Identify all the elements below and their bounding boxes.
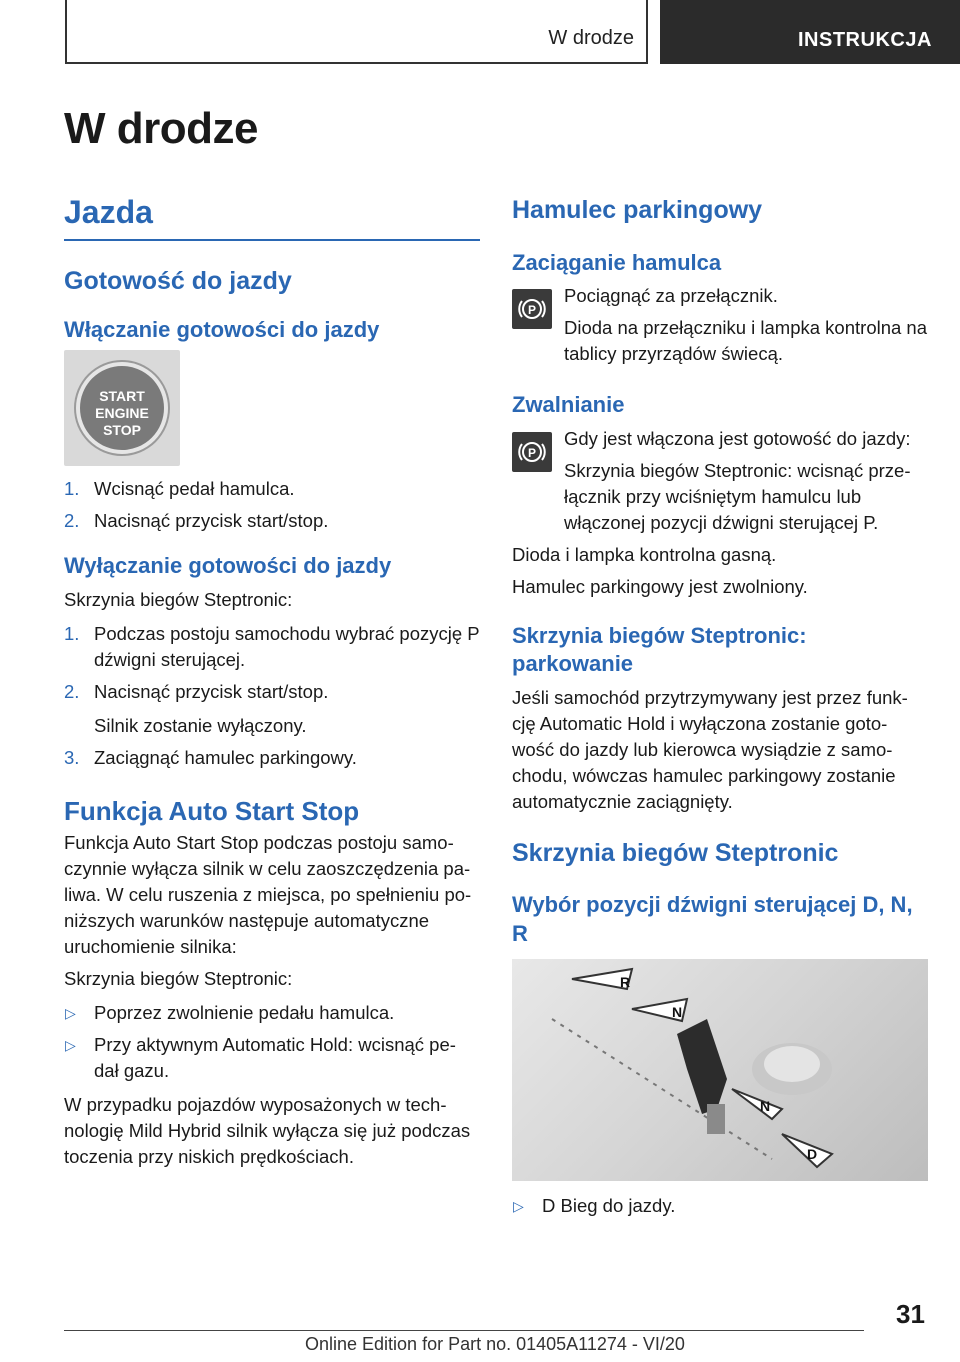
bullet-text: D Bieg do jazdy. <box>542 1194 676 1216</box>
section-title-steptronic: Skrzynia biegów Steptronic <box>512 838 839 867</box>
shifter-label-n-lower: N <box>760 1097 771 1114</box>
shifter-label-r: R <box>620 973 631 990</box>
apply-row <box>512 283 928 367</box>
release-p1: Gdy jest włączona jest gotowość do jazdy: <box>564 427 911 449</box>
release-p3: Dioda i lampka kontrolna gasną. <box>512 543 777 565</box>
header-tab[interactable] <box>660 0 960 64</box>
ass-paragraph-2: W przypadku pojazdów wyposażonych w tech-nologię Mild Hybrid silnik wyłącza się już podczas toczenia przy niskich prędkościach. <box>64 1094 471 1168</box>
release-p2: Skrzynia biegów Steptronic: wcisnąć prze-łącznik przy wciśniętym hamulcu lub włączonej pozycji dźwigni sterującej P. <box>564 459 911 533</box>
park-paragraph: Jeśli samochód przytrzymywany jest przez funk-cję Automatic Hold i wyłączona zostanie goto-wość do jazdy lub kierowca wysiądzie z samo-chodu, wówczas hamulec parkingowy zostanie automatycznie zaciągnięty. <box>512 686 908 812</box>
ass-paragraph: Funkcja Auto Start Stop podczas postoju samo-czynnie wyłącza silnik w celu zaoszczędzenia pa-liwa. W celu ruszenia z miejsca, po spełnieniu po-niższych warunków następuje automatyczne uruchomienie silnika: <box>64 832 472 958</box>
left-column <box>64 190 480 1176</box>
list-item <box>64 621 480 673</box>
step-note: Silnik zostanie wyłączony. <box>94 714 307 736</box>
bullet-text: Przy aktywnym Automatic Hold: wcisnąć pe-dał gazu. <box>94 1034 456 1082</box>
list-item <box>64 745 480 771</box>
heading-zaciaganie: Zaciąganie hamulca <box>512 249 722 275</box>
header-section-box <box>65 0 648 64</box>
step-number: 2. <box>64 680 80 702</box>
step-text: Wcisnąć pedał hamulca. <box>94 478 295 500</box>
step-number: 2. <box>64 510 80 532</box>
section-title-jazda: Jazda <box>64 190 480 241</box>
heading-wylaczanie: Wyłączanie gotowości do jazdy <box>64 553 392 579</box>
heading-auto-start-stop: Funkcja Auto Start Stop <box>64 795 360 826</box>
heading-gotowosc: Gotowość do jazdy <box>64 267 292 295</box>
off-steps-list <box>64 621 480 771</box>
triangle-bullet-icon: ▷ <box>513 1197 524 1214</box>
ass-intro: Skrzynia biegów Steptronic: <box>64 968 293 990</box>
parking-brake-icon <box>512 289 552 329</box>
bullet-text: Poprzez zwolnienie pedału hamulca. <box>94 1002 395 1024</box>
heading-parkowanie: Skrzynia biegów Steptronic: parkowanie <box>512 622 807 677</box>
gear-shifter-image <box>512 959 928 1181</box>
list-item <box>512 1193 928 1219</box>
triangle-bullet-icon: ▷ <box>65 1005 76 1022</box>
page-number: 31 <box>896 1299 925 1329</box>
start-stop-button-image <box>64 350 180 466</box>
list-item <box>64 1000 480 1026</box>
list-item <box>64 476 480 502</box>
gear-bullets <box>512 1193 928 1219</box>
start-label: START <box>99 388 145 405</box>
footer-edition: Online Edition for Part no. 01405A11274 - VI/20 <box>305 1334 685 1354</box>
right-column <box>512 190 928 1227</box>
heading-zwalnianie: Zwalnianie <box>512 392 625 418</box>
step-number: 3. <box>64 746 80 768</box>
step-text: Zaciągnąć hamulec parkingowy. <box>94 746 357 768</box>
step-number: 1. <box>64 622 80 644</box>
section-title-hamulec: Hamulec parkingowy <box>512 196 763 224</box>
release-p4: Hamulec parkingowy jest zwolniony. <box>512 575 808 597</box>
release-row <box>512 426 928 536</box>
list-item <box>64 679 480 739</box>
off-intro: Skrzynia biegów Steptronic: <box>64 588 293 610</box>
step-text: Podczas postoju samochodu wybrać pozycję P dźwigni sterującej. <box>94 622 480 670</box>
parking-brake-icon <box>512 432 552 472</box>
apply-p2: Dioda na przełączniku i lampka kontrolna na tablicy przyrządów świecą. <box>564 317 928 365</box>
shifter-label-d: D <box>807 1145 818 1162</box>
engine-label: ENGINE <box>95 405 149 422</box>
svg-text:P: P <box>527 303 537 318</box>
start-stop-button-icon <box>76 362 168 454</box>
footer-divider <box>64 1330 864 1331</box>
page-title: W drodze <box>64 104 258 153</box>
triangle-bullet-icon: ▷ <box>65 1037 76 1054</box>
heading-wlaczanie: Włączanie gotowości do jazdy <box>64 316 380 342</box>
shifter-label-n-upper: N <box>672 1003 683 1020</box>
step-text: Nacisnąć przycisk start/stop. <box>94 680 329 702</box>
on-steps-list <box>64 476 480 534</box>
stop-label: STOP <box>103 422 141 439</box>
list-item <box>64 508 480 534</box>
header-section-label: W drodze <box>548 27 634 49</box>
apply-p1: Pociągnąć za przełącznik. <box>564 285 778 307</box>
apply-p2-start <box>564 315 928 367</box>
step-text: Nacisnąć przycisk start/stop. <box>94 510 329 532</box>
step-number: 1. <box>64 478 80 500</box>
svg-text:P: P <box>527 445 537 460</box>
header-tab-label: INSTRUKCJA <box>798 29 932 51</box>
ass-bullets <box>64 1000 480 1084</box>
list-item <box>64 1032 480 1084</box>
heading-wybor-pozycji: Wybór pozycji dźwigni sterującej D, N, R <box>512 892 913 946</box>
gear-shifter-illustration <box>512 959 928 1181</box>
